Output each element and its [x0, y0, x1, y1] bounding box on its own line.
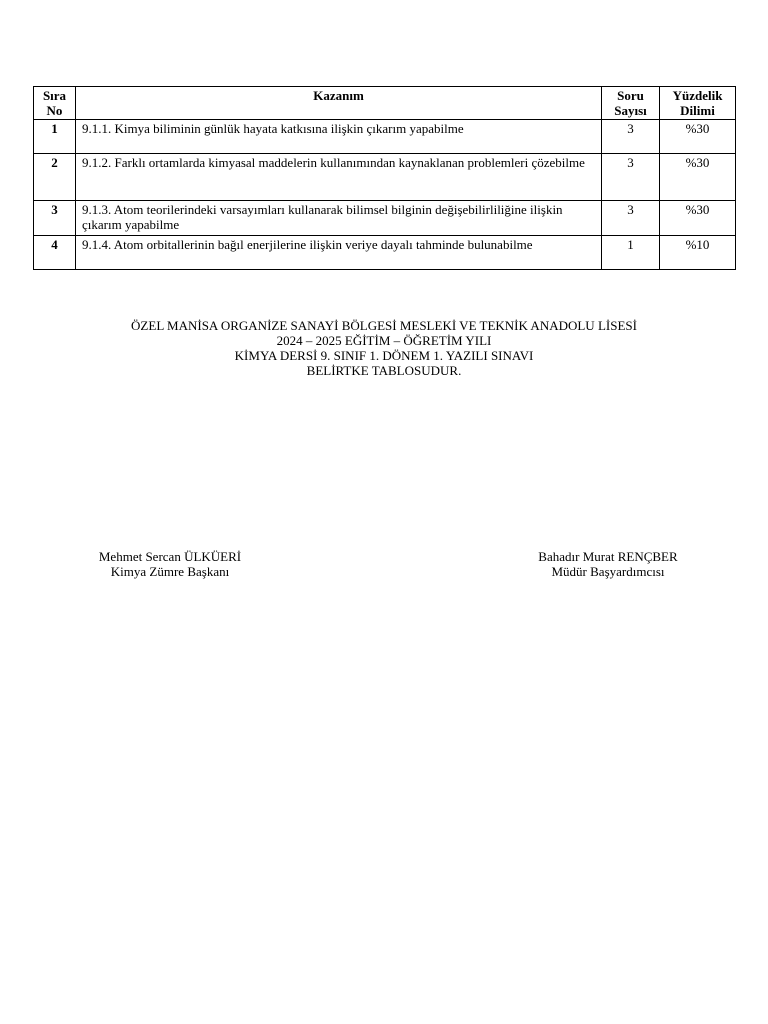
specification-table [33, 86, 736, 270]
row-kazanim: 9.1.4. Atom orbitallerinin bağıl enerjilerine ilişkin veriye dayalı tahminde bulunabilme [76, 236, 602, 270]
header-soru-sayisi [602, 87, 660, 120]
row-yuzdelik: %30 [660, 120, 736, 154]
header-yuzdelik-line2: Dilimi [680, 103, 715, 118]
row-soru-sayisi: 1 [602, 236, 660, 270]
signature-right-role: Müdür Başyardımcısı [551, 564, 665, 579]
table-row [34, 201, 736, 236]
signature-left-role: Kimya Zümre Başkanı [110, 564, 230, 579]
table-row [34, 120, 736, 154]
table-body [34, 120, 736, 270]
row-yuzdelik: %30 [660, 201, 736, 236]
header-row [34, 87, 736, 120]
signature-left-name: Mehmet Sercan ÜLKÜERİ [98, 549, 242, 564]
row-kazanim: 9.1.2. Farklı ortamlarda kimyasal maddelerin kullanımından kaynaklanan problemleri çözebilme [76, 154, 602, 201]
header-sira-no [34, 87, 76, 120]
header-sira-line1: Sıra [42, 88, 67, 103]
row-soru-sayisi: 3 [602, 154, 660, 201]
row-yuzdelik: %10 [660, 236, 736, 270]
school-name: ÖZEL MANİSA ORGANİZE SANAYİ BÖLGESİ MESLEKİ VE TEKNİK ANADOLU LİSESİ [131, 318, 637, 333]
table-type: BELİRTKE TABLOSUDUR. [306, 363, 462, 378]
specification-table-container [33, 86, 735, 270]
signature-left [80, 549, 260, 579]
row-kazanim: 9.1.1. Kimya biliminin günlük hayata katkısına ilişkin çıkarım yapabilme [76, 120, 602, 154]
header-yuzdelik-line1: Yüzdelik [672, 88, 723, 103]
document-title [0, 318, 768, 378]
header-yuzdelik-dilimi [660, 87, 736, 120]
signature-right [518, 549, 698, 579]
row-number: 1 [34, 120, 76, 154]
table-row [34, 154, 736, 201]
exam-name: KİMYA DERSİ 9. SINIF 1. DÖNEM 1. YAZILI SINAVI [234, 348, 534, 363]
header-soru-line1: Soru [617, 88, 644, 103]
header-kazanim: Kazanım [76, 87, 602, 120]
row-soru-sayisi: 3 [602, 120, 660, 154]
row-yuzdelik: %30 [660, 154, 736, 201]
academic-year: 2024 – 2025 EĞİTİM – ÖĞRETİM YILI [276, 333, 492, 348]
header-soru-line2: Sayısı [614, 103, 647, 118]
row-number: 2 [34, 154, 76, 201]
row-number: 3 [34, 201, 76, 236]
row-soru-sayisi: 3 [602, 201, 660, 236]
header-sira-line2: No [46, 103, 63, 118]
row-kazanim: 9.1.3. Atom teorilerindeki varsayımları kullanarak bilimsel bilginin değişebilirliliğine ilişkin çıkarım yapabilme [76, 201, 602, 236]
row-number: 4 [34, 236, 76, 270]
table-row [34, 236, 736, 270]
table-header [34, 87, 736, 120]
signature-right-name: Bahadır Murat RENÇBER [538, 549, 678, 564]
